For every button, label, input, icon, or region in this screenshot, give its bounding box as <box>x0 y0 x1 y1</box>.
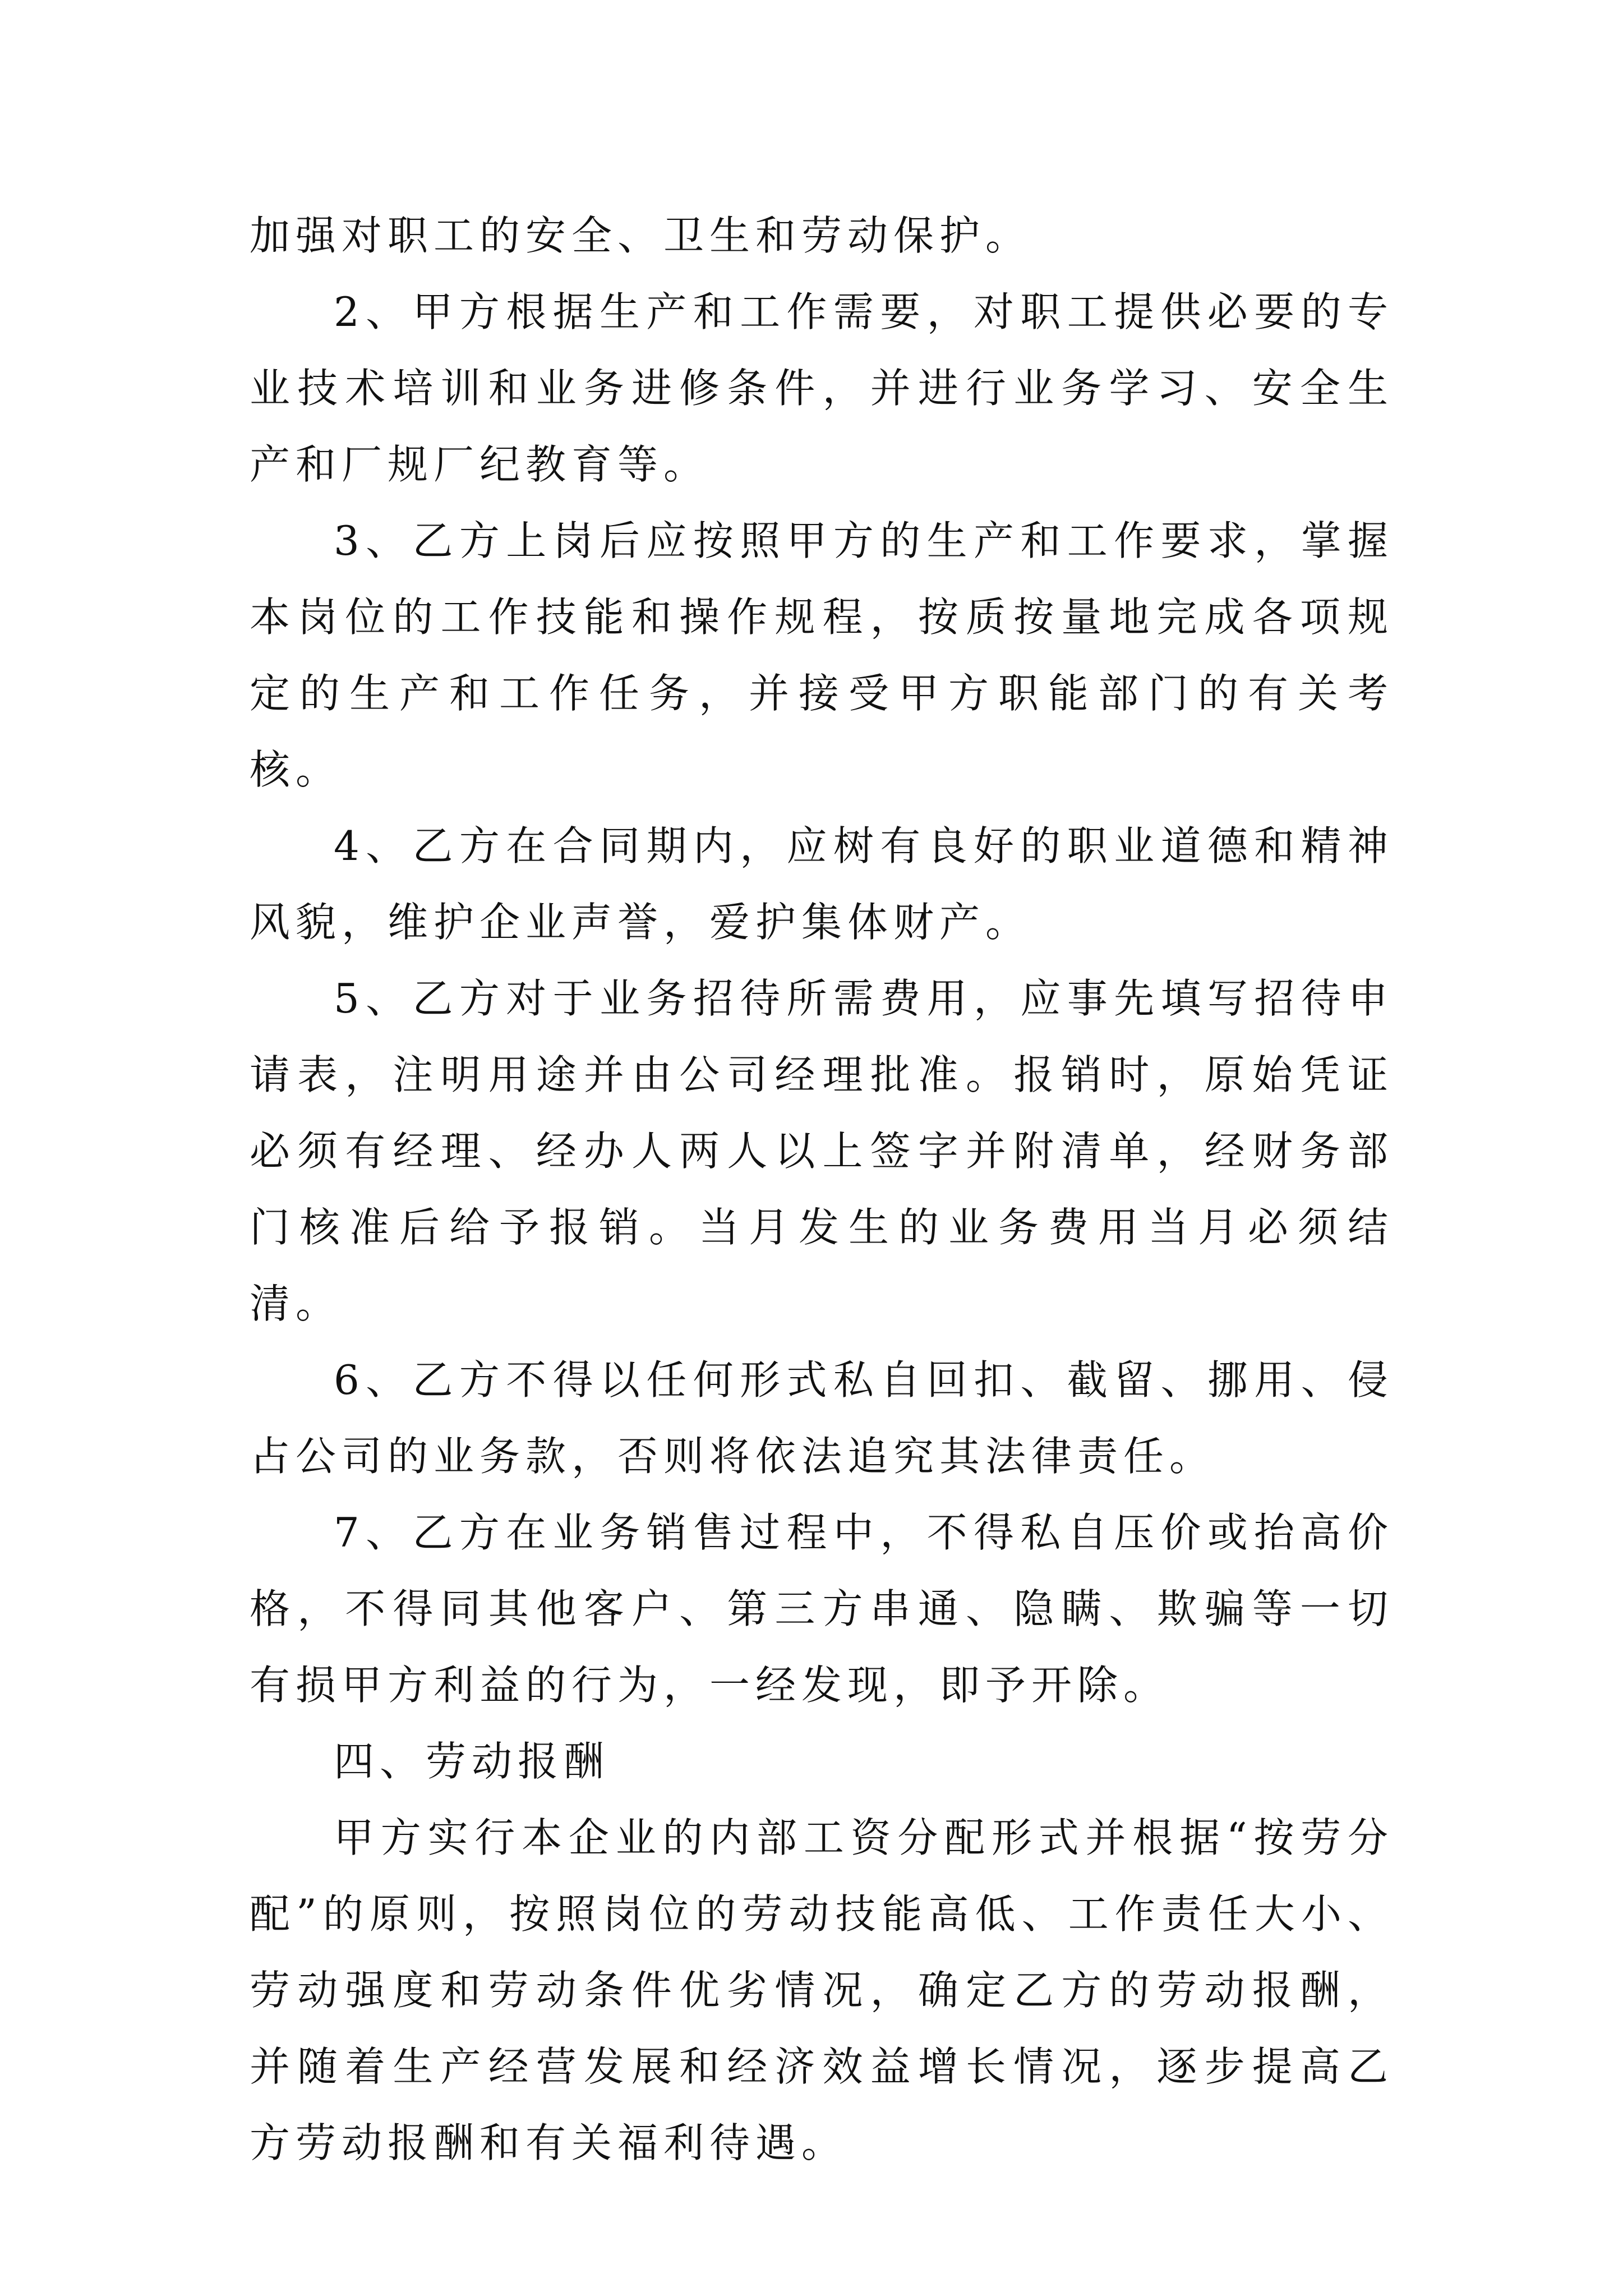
paragraph-remuneration: 甲方实行本企业的内部工资分配形式并根据“按劳分配”的原则，按照岗位的劳动技能高低、工作责任大小、劳动强度和劳动条件优劣情况，确定乙方的劳动报酬，并随着生产经营发展和经济效益增长情况，逐步提高乙方劳动报酬和有关福利待遇。 <box>250 1814 1394 2166</box>
paragraph-3: 3、乙方上岗后应按照甲方的生产和工作要求，掌握本岗位的工作技能和操作规程，按质按量地完成各项规定的生产和工作任务，并接受甲方职能部门的有关考核。 <box>250 517 1394 793</box>
paragraph-2: 2、甲方根据生产和工作需要，对职工提供必要的专业技术培训和业务进修条件，并进行业务学习、安全生产和厂规厂纪教育等。 <box>250 288 1394 488</box>
paragraph-5: 5、乙方对于业务招待所需费用，应事先填写招待申请表，注明用途并由公司经理批准。报销时，原始凭证必须有经理、经办人两人以上签字并附清单，经财务部门核准后给予报销。当月发生的业务费用当月必须结清。 <box>250 975 1394 1327</box>
paragraph-6: 6、乙方不得以任何形式私自回扣、截留、挪用、侵占公司的业务款，否则将依法追究其法律责任。 <box>250 1356 1394 1480</box>
paragraph-1: 加强对职工的安全、卫生和劳动保护。 <box>250 212 1032 259</box>
paragraph-4: 4、乙方在合同期内，应树有良好的职业道德和精神风貌，维护企业声誉，爱护集体财产。 <box>250 822 1394 946</box>
document-body <box>250 197 1394 2181</box>
section-heading-labor-remuneration: 四、劳动报酬 <box>334 1738 610 1785</box>
paragraph-7: 7、乙方在业务销售过程中，不得私自压价或抬高价格，不得同其他客户、第三方串通、隐瞒、欺骗等一切有损甲方利益的行为，一经发现，即予开除。 <box>250 1509 1394 1709</box>
